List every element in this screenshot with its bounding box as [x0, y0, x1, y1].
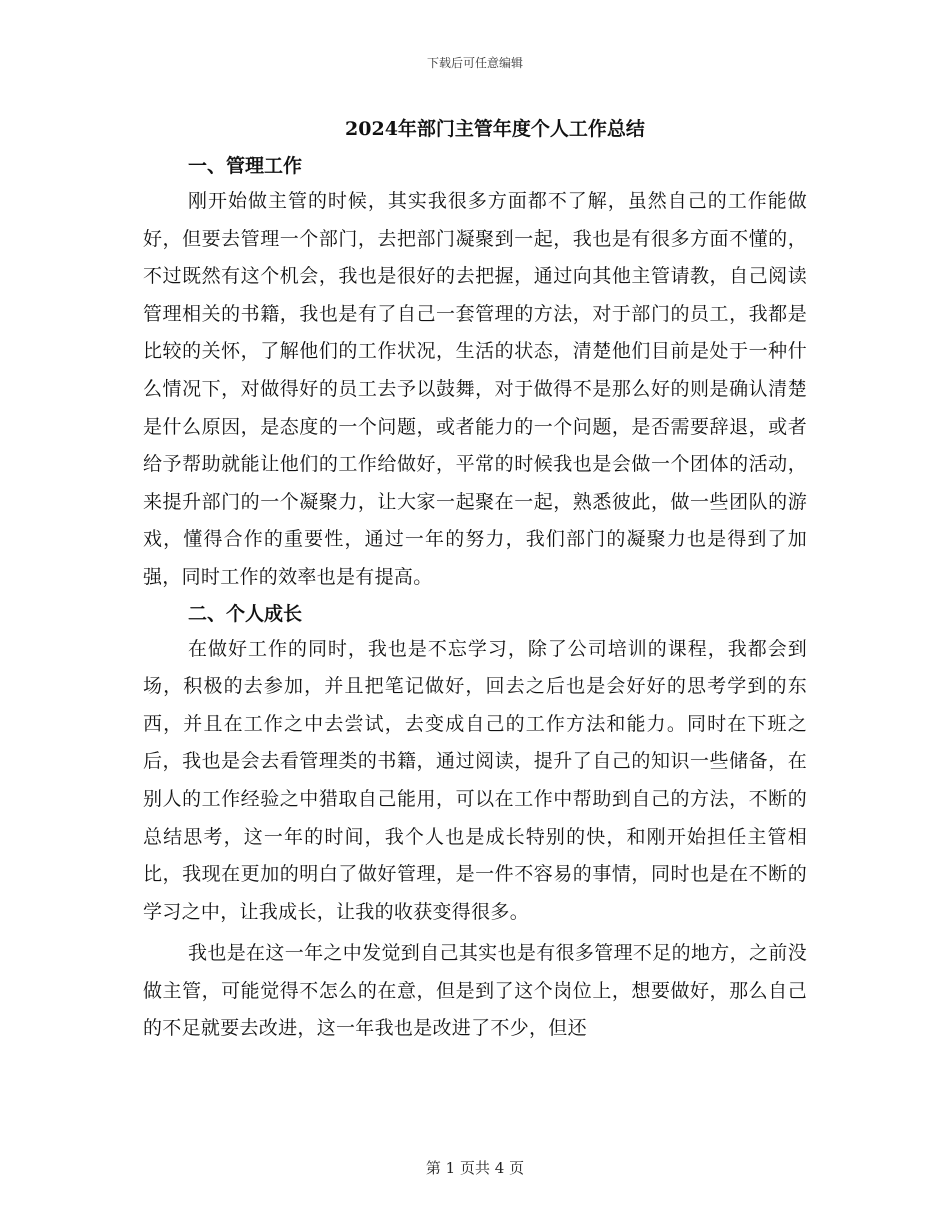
section-heading-management: 一、管理工作: [188, 155, 303, 177]
paragraph-growth-2: 我也是在这一年之中发觉到自己其实也是有很多管理不足的地方，之前没做主管，可能觉得不怎么的在意，但是到了这个岗位上，想要做好，那么自己的不足就要去改进，这一年我也是改进了不少，但还: [143, 942, 807, 1040]
paragraph-management: 刚开始做主管的时候，其实我很多方面都不了解，虽然自己的工作能做好，但要去管理一个部门，去把部门凝聚到一起，我也是有很多方面不懂的，不过既然有这个机会，我也是很好的去把握，通过向其他主管请教，自己阅读管理相关的书籍，我也是有了自己一套管理的方法，对于部门的员工，我都是比较的关怀，了解他们的工作状况，生活的状态，清楚他们目前是处于一种什么情况下，对做得好的员工去予以鼓舞，对于做得不是那么好的则是确认清楚是什么原因，是态度的一个问题，或者能力的一个问题，是否需要辞退，或者给予帮助就能让他们的工作给做好，平常的时候我也是会做一个团体的活动，来提升部门的一个凝聚力，让大家一起聚在一起，熟悉彼此，做一些团队的游戏，懂得合作的重要性，通过一年的努力，我们部门的凝聚力也是得到了加强，同时工作的效率也是有提高。: [143, 190, 807, 588]
paragraph-growth-1: 在做好工作的同时，我也是不忘学习，除了公司培训的课程，我都会到场，积极的去参加，并且把笔记做好，回去之后也是会好好的思考学到的东西，并且在工作之中去尝试，去变成自己的工作方法和能力。同时在下班之后，我也是会去看管理类的书籍，通过阅读，提升了自己的知识一些储备，在别人的工作经验之中猎取自己能用，可以在工作中帮助到自己的方法，不断的总结思考，这一年的时间，我个人也是成长特别的快，和刚开始担任主管相比，我现在更加的明白了做好管理，是一件不容易的事情，同时也是在不断的学习之中，让我成长，让我的收获变得很多。: [143, 637, 807, 923]
page-footer: 第 1 页共 4 页: [425, 1159, 525, 1177]
document-title: 2024年部门主管年度个人工作总结: [345, 118, 645, 140]
section-heading-growth: 二、个人成长: [188, 602, 303, 625]
page-header: 下载后可任意编辑: [426, 56, 523, 70]
document-body: [143, 112, 807, 1048]
